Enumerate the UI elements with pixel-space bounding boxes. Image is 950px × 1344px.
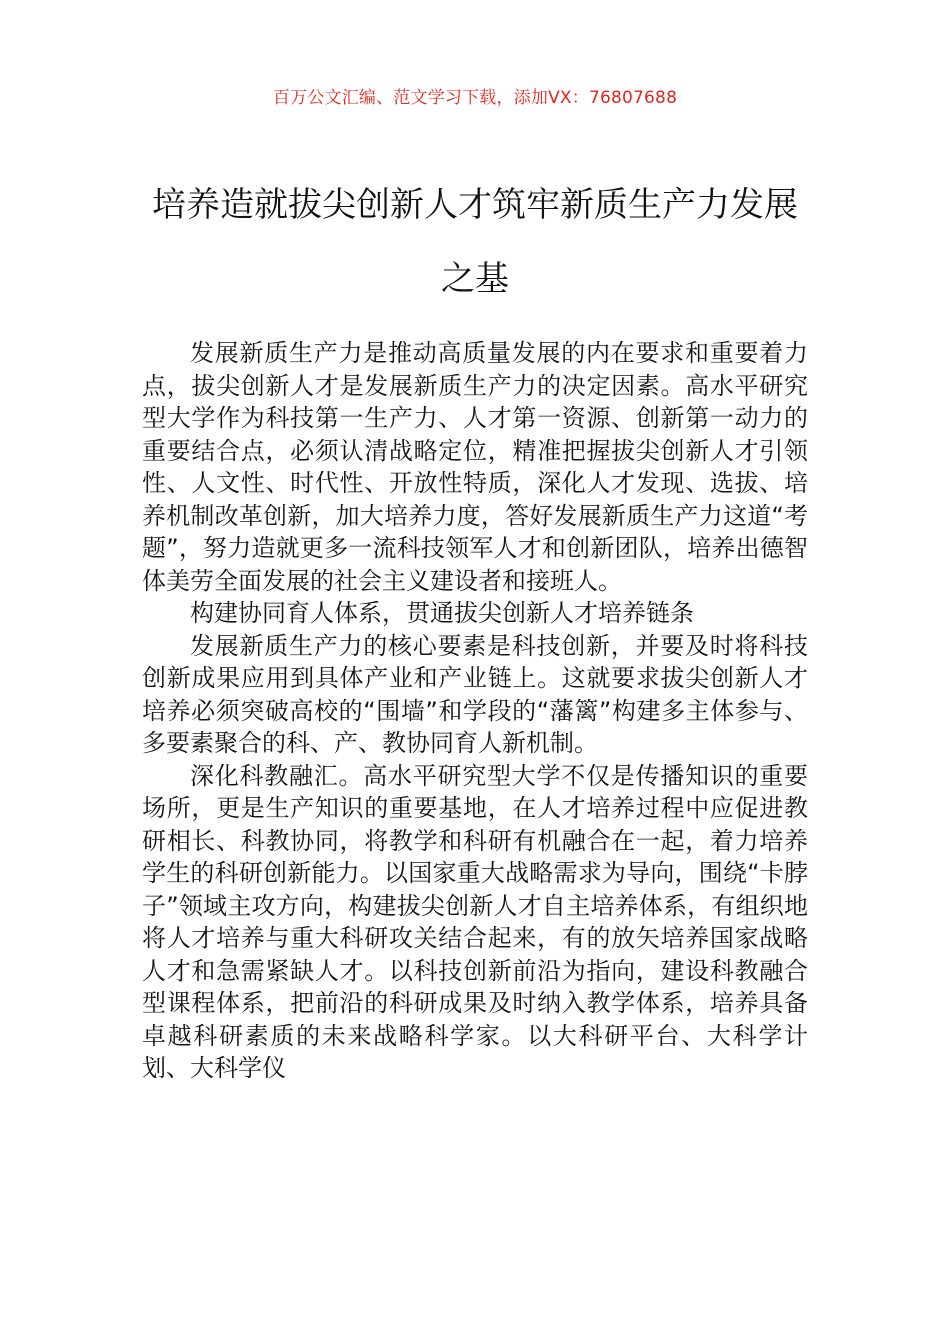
paragraph-core-elements: 发展新质生产力的核心要素是科技创新，并要及时将科技创新成果应用到具体产业和产业链上。这就要求拔尖创新人才培养必须突破高校的“围墙”和学段的“藩篱”构建多主体参与、多要素聚合的科、产、教协同育人新机制。 — [142, 631, 808, 757]
section-heading: 构建协同育人体系，贯通拔尖创新人才培养链条 — [190, 599, 694, 627]
document-title: 培养造就拔尖创新人才筑牢新质生产力发展之基 — [152, 185, 798, 299]
paragraph-intro: 发展新质生产力是推动高质量发展的内在要求和重要着力点，拔尖创新人才是发展新质生产力的决定因素。高水平研究型大学作为科技第一生产力、人才第一资源、创新第一动力的重要结合点，必须认清战略定位，精准把握拔尖创新人才引领性、人文性、时代性、开放性特质，深化人才发现、选拔、培养机制改革创新，加大培养力度，答好发展新质生产力这道“考题”，努力造就更多一流科技领军人才和创新团队，培养出德智体美劳全面发展的社会主义建设者和接班人。 — [142, 339, 808, 595]
paragraph-science-education: 深化科教融汇。高水平研究型大学不仅是传播知识的重要场所，更是生产知识的重要基地，在人才培养过程中应促进教研相长、科教协同，将教学和科研有机融合在一起，着力培养学生的科研创新能力。以国家重大战略需求为导向，围绕“卡脖子”领域主攻方向，构建拔尖创新人才自主培养体系，有组织地将人才培养与重大科研攻关结合起来，有的放矢培养国家战略人才和急需紧缺人才。以科技创新前沿为指向，建设科教融合型课程体系，把前沿的科研成果及时纳入教学体系，培养具备卓越科研素质的未来战略科学家。以大科研平台、大科学计划、大科学仪 — [142, 761, 808, 1082]
header-contact-note: 百万公文汇编、范文学习下载，添加VX：76807688 — [272, 88, 678, 108]
document-body — [142, 337, 808, 1085]
